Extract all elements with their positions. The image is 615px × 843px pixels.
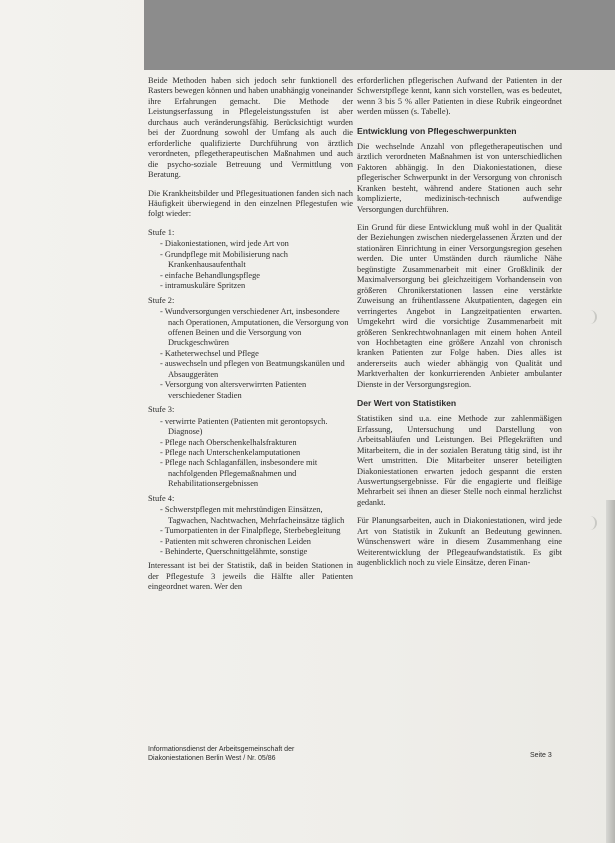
footer-line: Diakoniestationen Berlin West / Nr. 05/86 xyxy=(148,754,276,762)
paragraph: Ein Grund für diese Entwicklung muß wohl in der Qualität der Beziehungen zwischen niedergelassenen Ärzten und der stationären Einrichtung in einer Versorgungsregion gesehen werden. Die unter Umständen durch räumliche Nähe begünstigte Zusammenarbeit mit einer Großklinik der Maximalversorgung bei gleichzeitigem Vorhandensein von größeren Chronikerstationen lassen eine verstärkte Zuweisung an frühentlassene Akutpatienten, dagegen ein verringertes Angebot in Langzeitpatienten erwarten. Umgekehrt wird die vorsichtige Zusammenarbeit mit größeren Senkrechtwohnanlagen mit einem hohen Anteil von Hochbetagten eine größere Anzahl von chronisch kranken Patienten zur Folge haben. Dies alles ist andererseits auch wieder abhängig von Qualität und Marktverhalten der konkurrierenden Anbieter ambulanter Dienste in der Versorgungsregion. xyxy=(357,222,562,389)
list-item: - auswechseln und pflegen von Beatmungskanülen und Absauggeräten xyxy=(148,359,353,380)
intro-paragraph: Beide Methoden haben sich jedoch sehr funktionell des Rasters bewegen können und haben unabhängig voneinander ihre Erfahrungen gemacht. Die Methode der Leistungserfassung in Pflegeleistungsstufen ist aber durchaus auch veränderungsfähig. Berücksichtigt wurden bei der Zuordnung sowohl der Umfang als auch die erforderliche qualifizierte Durchführung von ärztlich verordneten, pflegetherapeutischen Maßnahmen und auch die psycho-soziale Betreuung und Vermittlung von Beratung. xyxy=(148,76,353,180)
stufe-1-list xyxy=(148,239,353,291)
page-number: Seite 3 xyxy=(530,752,552,759)
stufe-2-label: Stufe 2: xyxy=(148,295,175,305)
right-column xyxy=(357,76,562,577)
list-item: - Pflege nach Oberschenkelhalsfrakturen xyxy=(148,438,353,448)
page-edge-shadow xyxy=(606,500,615,843)
stufe-3-list xyxy=(148,417,353,490)
list-item: - Pflege nach Schlaganfällen, insbesondere mit nachfolgenden Pflegemaßnahmen und Rehabilitationsergebnissen xyxy=(148,458,353,489)
closing-paragraph: Interessant ist bei der Statistik, daß in beiden Stationen in der Pflegestufe 3 jeweils die Hälfte aller Patienten eingeordnet waren. Wer den xyxy=(148,561,353,592)
list-item: - einfache Behandlungspflege xyxy=(148,271,353,281)
list-item: - Tumorpatienten in der Finalpflege, Sterbebegleitung xyxy=(148,526,353,536)
list-item: - Diakoniestationen, wird jede Art von xyxy=(148,239,353,249)
list-item: - Behinderte, Querschnittgelähmte, sonstige xyxy=(148,547,353,557)
paragraph: Die wechselnde Anzahl von pflegetherapeutischen und ärztlich verordneten Maßnahmen ist von unterschiedlichen Faktoren abhängig. In den Diakoniestationen, diese pflegerischer Schwerpunkt in der Versorgung von chronisch Kranken besteht, während andere Stationen auch sehr komplizierte, medizinisch-technisch aufwendige Versorgungen durchführen. xyxy=(357,141,562,214)
left-column xyxy=(148,76,353,601)
list-item: - Versorgung von altersverwirrten Patienten verschiedener Stadien xyxy=(148,380,353,401)
paragraph: Für Planungsarbeiten, auch in Diakoniestationen, wird jede Art von Statistik in Zukunft an Bedeutung gewinnen. Wünschenswert wäre in diesem Zusammenhang eine Weiterentwicklung der Pflegeaufwandstatistik. Es gibt augenblicklich noch zu viele Einsätze, deren Finan- xyxy=(357,516,562,568)
section-heading: Entwicklung von Pflegeschwerpunkten xyxy=(357,125,517,136)
stufe-2-list xyxy=(148,307,353,401)
paragraph: Statistiken sind u.a. eine Methode zur zahlenmäßigen Erfassung, Untersuchung und Darstellung von Arbeitsabläufen und Leistungen. Bei Pflegekräften und Mitarbeitern, die in der sozialen Beratung tätig sind, ist ihr Wert umstritten. Die Mitarbeiter unserer beteiligten Diakoniestationen erwarten jedoch gespannt die ersten Auswertungsergebnisse. Für die engagierte und fleißige Mehrarbeit sei ihnen an dieser Stelle noch einmal herzlichst gedankt. xyxy=(357,414,562,507)
list-item: - Pflege nach Unterschenkelamputationen xyxy=(148,448,353,458)
intro-paragraph-2: Die Krankheitsbilder und Pflegesituationen fanden sich nach Häufigkeit überwiegend in den einzelnen Pflegestufen wie folgt wieder: xyxy=(148,188,353,219)
header-bar xyxy=(144,0,615,70)
list-item: - intramuskuläre Spritzen xyxy=(148,281,353,291)
list-item: - Grundpflege mit Mobilisierung nach Krankenhausaufenthalt xyxy=(148,250,353,271)
stufe-1-label: Stufe 1: xyxy=(148,227,175,237)
list-item: - verwirrte Patienten (Patienten mit gerontopsych. Diagnose) xyxy=(148,417,353,438)
list-item: - Wundversorgungen verschiedener Art, insbesondere nach Operationen, Amputationen, die Versorgung von offenen Beinen und die Versorgung von Druckgeschwüren xyxy=(148,307,353,349)
paragraph: erforderlichen pflegerischen Aufwand der Patienten in der Schwerstpflege kennt, kann sich vorstellen, was es bedeutet, wenn 3 bis 5 % aller Patienten in diese Rubrik eingeordnet werden müssen (s. Tabelle). xyxy=(357,76,562,117)
punch-hole-mark xyxy=(587,310,597,324)
section-heading: Der Wert von Statistiken xyxy=(357,398,457,409)
stufe-3-label: Stufe 3: xyxy=(148,405,175,415)
list-item: - Schwerstpflegen mit mehrstündigen Einsätzen, Tagwachen, Nachtwachen, Mehrfacheinsätze täglich xyxy=(148,505,353,526)
stufe-4-list xyxy=(148,505,353,557)
list-item: - Patienten mit schweren chronischen Leiden xyxy=(148,537,353,547)
punch-hole-mark xyxy=(587,516,597,530)
footer-line: Informationsdienst der Arbeitsgemeinschaft der xyxy=(148,746,295,753)
stufe-4-label: Stufe 4: xyxy=(148,493,175,503)
footer xyxy=(148,746,348,763)
list-item: - Katheterwechsel und Pflege xyxy=(148,349,353,359)
